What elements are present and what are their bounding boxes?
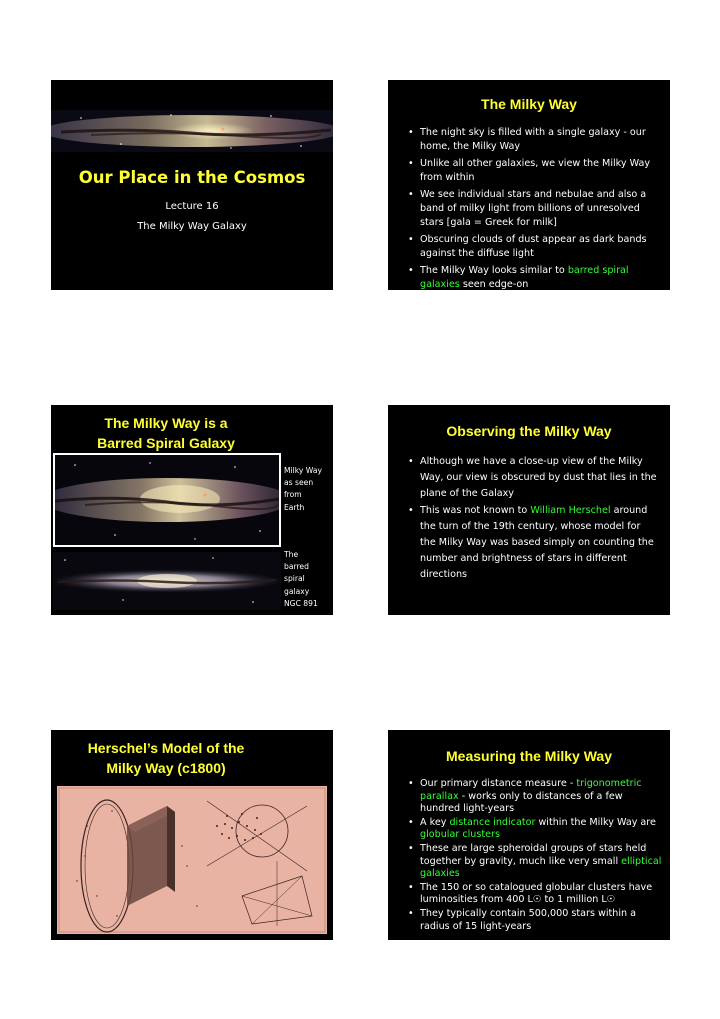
ngc-891-galaxy-image xyxy=(53,552,281,610)
bullet-list xyxy=(408,126,658,290)
milky-way-band-image xyxy=(51,110,333,152)
list-item: • The 150 or so catalogued globular clusters have luminosities from 400 L☉ to 1 million L☉ xyxy=(408,881,653,906)
list-item: • We see individual stars and nebulae and also a band of milky light from billions of unresolved stars [gala = Greek for milk] xyxy=(408,188,647,229)
slide-barred-spiral xyxy=(51,405,333,615)
slide-title xyxy=(51,80,333,290)
slide-observing xyxy=(388,405,670,615)
list-item: • They typically contain 500,000 stars within a radius of 15 light-years xyxy=(408,907,637,932)
slide-milky-way xyxy=(388,80,670,290)
slide-heading: The Milky Way is a Barred Spiral Galaxy xyxy=(97,415,235,451)
bullet-list xyxy=(408,778,662,935)
list-item: • The Milky Way looks similar to barred spiral galaxies seen edge-on xyxy=(408,264,629,290)
list-item: • Our primary distance measure - trigonometric parallax - works only to distances of a few hundred light-years xyxy=(408,778,642,815)
slide-heading: Herschel’s Model of the Milky Way (c1800) xyxy=(87,740,245,776)
milky-way-from-earth-image xyxy=(53,453,281,547)
slide-measuring xyxy=(388,730,670,940)
list-item: • A key distance indicator within the Milky Way are globular clusters xyxy=(408,816,656,841)
bullet-list xyxy=(408,454,658,585)
caption-milky-way: Milky Way as seen from Earth xyxy=(284,466,322,512)
list-item: • This was not known to William Herschel around the turn of the 19th century, whose model for the Milky Way was based simply on counting the number and brightness of stars in different directions xyxy=(408,505,654,580)
herschel-diagram-image xyxy=(57,786,327,934)
caption-ngc-891: The barred spiral galaxy NGC 891 xyxy=(284,550,318,608)
slide-herschel xyxy=(51,730,333,940)
slide-heading: Observing the Milky Way xyxy=(446,423,612,439)
slide-heading: Measuring the Milky Way xyxy=(446,748,612,764)
list-item: • The night sky is filled with a single galaxy - our home, the Milky Way xyxy=(408,127,646,153)
list-item: • Obscuring clouds of dust appear as dark bands against the diffuse light xyxy=(408,233,647,260)
subtitle: The Milky Way Galaxy xyxy=(137,221,247,232)
slide-heading: The Milky Way xyxy=(481,96,577,112)
page-title: Our Place in the Cosmos xyxy=(78,168,306,187)
list-item: • These are large spheroidal groups of stars held together by gravity, much like very small elliptical galaxies xyxy=(408,842,662,880)
list-item: • Although we have a close-up view of the Milky Way, our view is obscured by dust that lies in the plane of the Galaxy xyxy=(408,456,657,499)
list-item: • Unlike all other galaxies, we view the Milky Way from within xyxy=(408,157,651,184)
lecture-label: Lecture 16 xyxy=(165,201,219,212)
